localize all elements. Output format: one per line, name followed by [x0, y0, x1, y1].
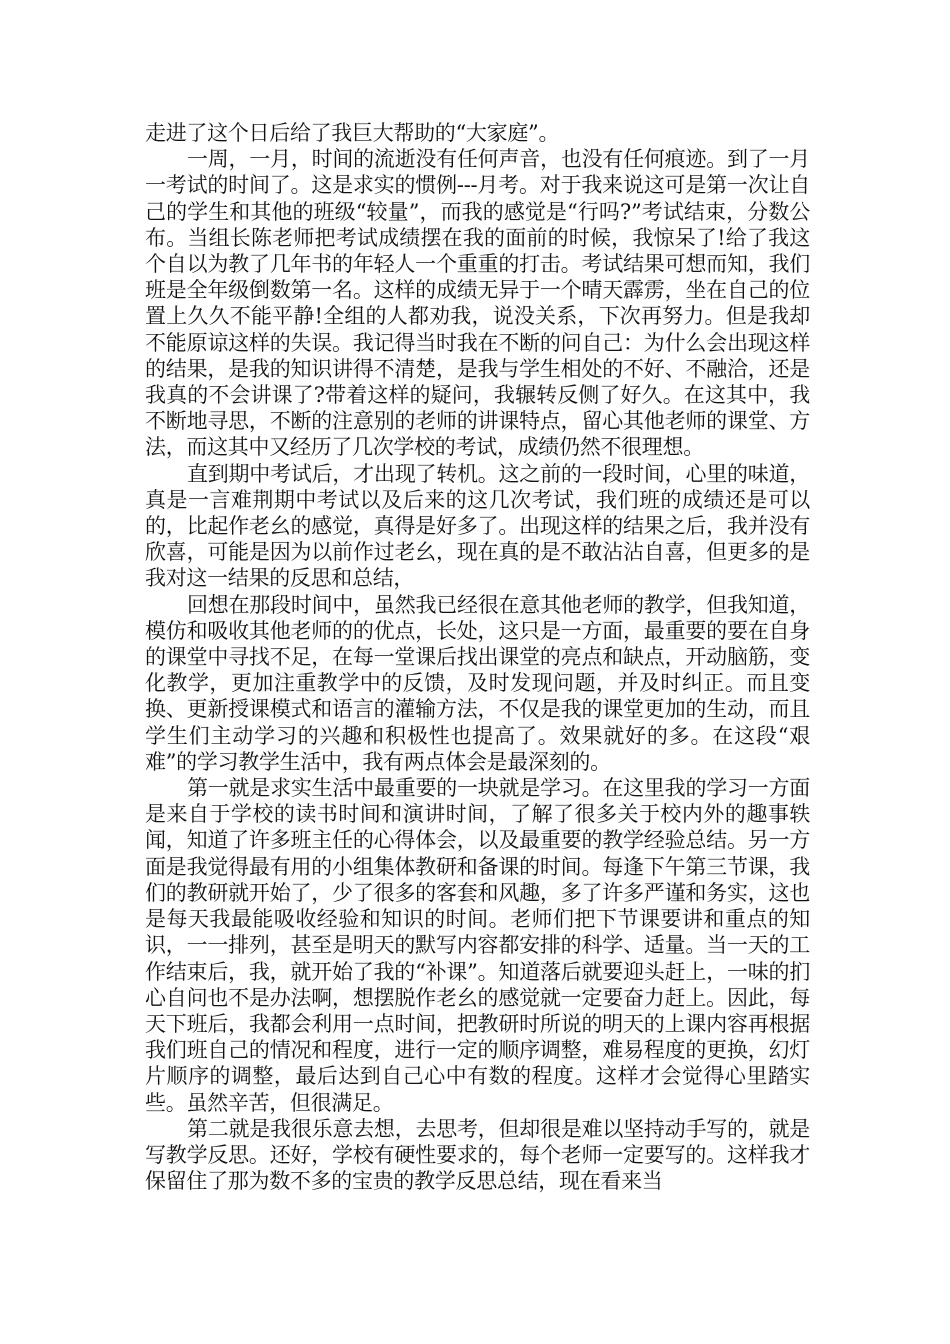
paragraph-continuation: 走进了这个日后给了我巨大帮助的“大家庭”。: [145, 121, 560, 145]
paragraph-reflection: 回想在那段时间中，虽然我已经很在意其他老师的教学，但我知道，模仿和吸收其他老师的的优点，长处，这只是一方面，最重要的要在自身的课堂中寻找不足，在每一堂课后找出课堂的亮点和缺点，开动脑筋，变化教学，更加注重教学中的反馈，及时发现问题，并及时纠正。而且变换、更新授课模式和语言的灌输方法，不仅是我的课堂更加的生动，而且学生们主动学习的兴趣和积极性也提高了。效果就好的多。在这段“艰难”的学习教学生活中，我有两点体会是最深刻的。: [145, 592, 810, 774]
paragraph-midterm-turnaround: 直到期中考试后，才出现了转机。这之前的一段时间，心里的味道，真是一言难荆期中考试以及后来的这几次考试，我们班的成绩还是可以的，比起作老幺的感觉，真得是好多了。出现这样的结果之后，我并没有欣喜，可能是因为以前作过老幺，现在真的是不敢沾沾自喜，但更多的是我对这一结果的反思和总结，: [145, 461, 810, 591]
document-body: [145, 120, 810, 1194]
paragraph-second-insight: 第二就是我很乐意去想，去思考，但却很是难以坚持动手写的，就是写教学反思。还好，学校有硬性要求的，每个老师一定要写的。这样我才保留住了那为数不多的宝贵的教学反思总结，现在看来当: [145, 1116, 810, 1194]
paragraph-monthly-exam: 一周，一月，时间的流逝没有任何声音，也没有任何痕迹。到了一月一考试的时间了。这是求实的惯例---月考。对于我来说这可是第一次让自己的学生和其他的班级“较量”，而我的感觉是“行吗?”考试结束，分数公布。当组长陈老师把考试成绩摆在我的面前的时候，我惊呆了!给了我这个自以为教了几年书的年轻人一个重重的打击。考试结果可想而知，我们班是全年级倒数第一名。这样的成绩无异于一个晴天霹雳，坐在自己的位置上久久不能平静!全组的人都劝我，说没关系，下次再努力。但是我却不能原谅这样的失误。我记得当时我在不断的问自己：为什么会出现这样的结果，是我的知识讲得不清楚，是我与学生相处的不好、不融洽，还是我真的不会讲课了?带着这样的疑问，我辗转反侧了好久。在这其中，我不断地寻思，不断的注意别的老师的讲课特点，留心其他老师的课堂、方法，而这其中又经历了几次学校的考试，成绩仍然不很理想。: [145, 147, 810, 460]
paragraph-first-insight: 第一就是求实生活中最重要的一块就是学习。在这里我的学习一方面是来自于学校的读书时间和演讲时间，了解了很多关于校内外的趣事轶闻，知道了许多班主任的心得体会，以及最重要的教学经验总结。另一方面是我觉得最有用的小组集体教研和备课的时间。每逢下午第三节课，我们的教研就开始了，少了很多的客套和风趣，多了许多严谨和务实，这也是每天我最能吸收经验和知识的时间。老师们把下节课要讲和重点的知识，一一排列，甚至是明天的默写内容都安排的科学、适量。当一天的工作结束后，我，就开始了我的“补课”。知道落后就要迎头赶上，一味的扪心自问也不是办法啊，想摆脱作老幺的感觉就一定要奋力赶上。因此，每天下班后，我都会利用一点时间，把教研时所说的明天的上课内容再根据我们班自己的情况和程度，进行一定的顺序调整，难易程度的更换，幻灯片顺序的调整，最后达到自己心中有数的程度。这样才会觉得心里踏实些。虽然辛苦，但很满足。: [145, 776, 810, 1115]
